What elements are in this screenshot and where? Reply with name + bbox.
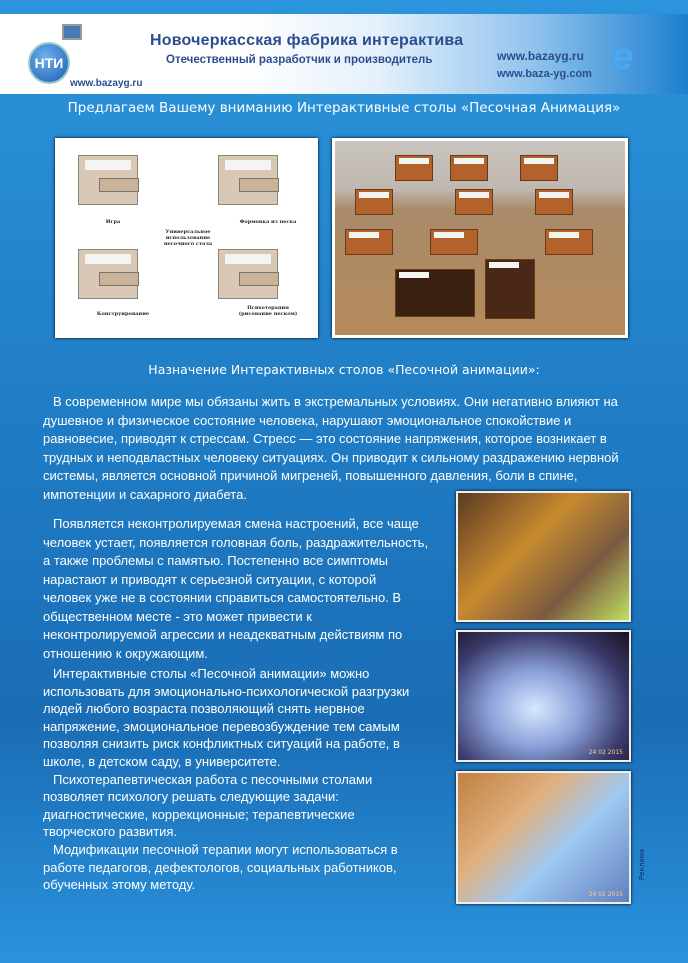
- paragraph-symptoms: [43, 515, 428, 663]
- text-line: В современном мире мы обязаны жить в экстремальных условиях. Они негативно влияют на: [53, 394, 618, 409]
- ad-label: Реклама: [638, 848, 646, 880]
- text-line: работе педагогов, дефектологов, социальных работников,: [43, 859, 397, 875]
- text-line: а также проблемы с памятью. Постепенно все симптомы: [43, 553, 388, 568]
- text-line: неконтролируемой агрессии и неадекватным действиям по: [43, 627, 403, 642]
- website-link-1[interactable]: www.bazayg.ru: [497, 49, 584, 63]
- text-line: душевное и физическое состояние человека, нарушают эмоциональное спокойствие и: [43, 412, 572, 428]
- text-line: обученных этому методу.: [43, 877, 196, 893]
- text-line: людей любого возраста позволяющий снять нервное: [43, 701, 365, 717]
- text-line: импотенции и сахарного диабета.: [43, 486, 247, 502]
- photo-date: 24 02 2015: [588, 749, 623, 756]
- monitor-icon: [62, 24, 82, 40]
- text-line: позволяет психологу решать следующие задачи:: [43, 789, 339, 805]
- paragraph-stress: [43, 393, 619, 504]
- text-line: Модификации песочной терапии могут использоваться в: [53, 841, 398, 857]
- child-at-sand-table-photo: [456, 491, 631, 622]
- text-line: равновесие, приводят к стрессам. Стресс — это состояние напряжения, которое возникает в: [43, 431, 607, 446]
- text-line: Интерактивные столы «Песочной анимации» можно: [53, 666, 370, 681]
- text-line: позволяя снизить риск конфликтных ситуаций на работе, в: [43, 736, 400, 752]
- text-line: человек устает, появляется головная боль, раздражительность,: [43, 534, 429, 550]
- caption-universal: Универсальное использование песочного стола: [163, 229, 213, 247]
- photo-date: 24 02 2015: [588, 891, 623, 898]
- sand-drawing-photo: [456, 630, 631, 762]
- text-line: нарастают и приводят к серьезной ситуации, с которой: [43, 571, 377, 587]
- text-line: диагностические, коррекционные; терапевтические: [43, 806, 355, 822]
- caption-construction: Конструирование: [96, 311, 150, 317]
- child-drawing-photo: [456, 771, 631, 904]
- text-line: трудных и неподвластных человеку ситуациях. Он приводит к сильному раздражению нервной: [43, 449, 619, 465]
- logo-url[interactable]: www.bazayg.ru: [70, 78, 143, 89]
- logo-emblem: НТИ: [28, 42, 70, 84]
- header-banner: [0, 14, 688, 94]
- text-line: творческого развития.: [43, 824, 178, 840]
- text-line: общественном месте - это может привести к: [43, 608, 312, 624]
- text-line: системы, является основной причиной мигреней, повышенного давления, боли в спине,: [43, 468, 578, 483]
- classroom-image: [332, 138, 628, 338]
- sand-table-uses-image: [55, 138, 318, 338]
- caption-psychotherapy: Психотерапия (рисование песком): [238, 305, 298, 317]
- tagline: Предлагаем Вашему вниманию Интерактивные столы «Песочная Анимация»: [67, 100, 621, 116]
- text-line: человек уже не в состоянии справиться самостоятельно. В: [43, 590, 402, 605]
- company-subtitle: Отечественный разработчик и производитель: [166, 54, 433, 66]
- text-line: Психотерапевтическая работа с песочными столами: [53, 771, 373, 787]
- website-link-2[interactable]: www.baza-yg.com: [497, 68, 592, 80]
- caption-molding: Формовка из песка: [239, 219, 297, 225]
- section-heading: Назначение Интерактивных столов «Песочной анимации»:: [148, 362, 540, 377]
- paragraph-usage: [43, 665, 409, 894]
- company-logo: [22, 20, 143, 90]
- text-line: школе, в детском саду, в университете.: [43, 753, 281, 769]
- company-title: Новочеркасская фабрика интерактива: [150, 32, 464, 49]
- text-line: отношению к окружающим.: [43, 645, 208, 661]
- text-line: Появляется неконтролируемая смена настроений, все чаще: [53, 516, 419, 531]
- caption-play: Игра: [105, 219, 121, 225]
- text-line: использовать для эмоционально-психологической разгрузки: [43, 683, 410, 699]
- internet-explorer-icon: e: [612, 36, 634, 78]
- text-line: напряжение, эмоциональное перевозбуждение тем самым: [43, 718, 400, 734]
